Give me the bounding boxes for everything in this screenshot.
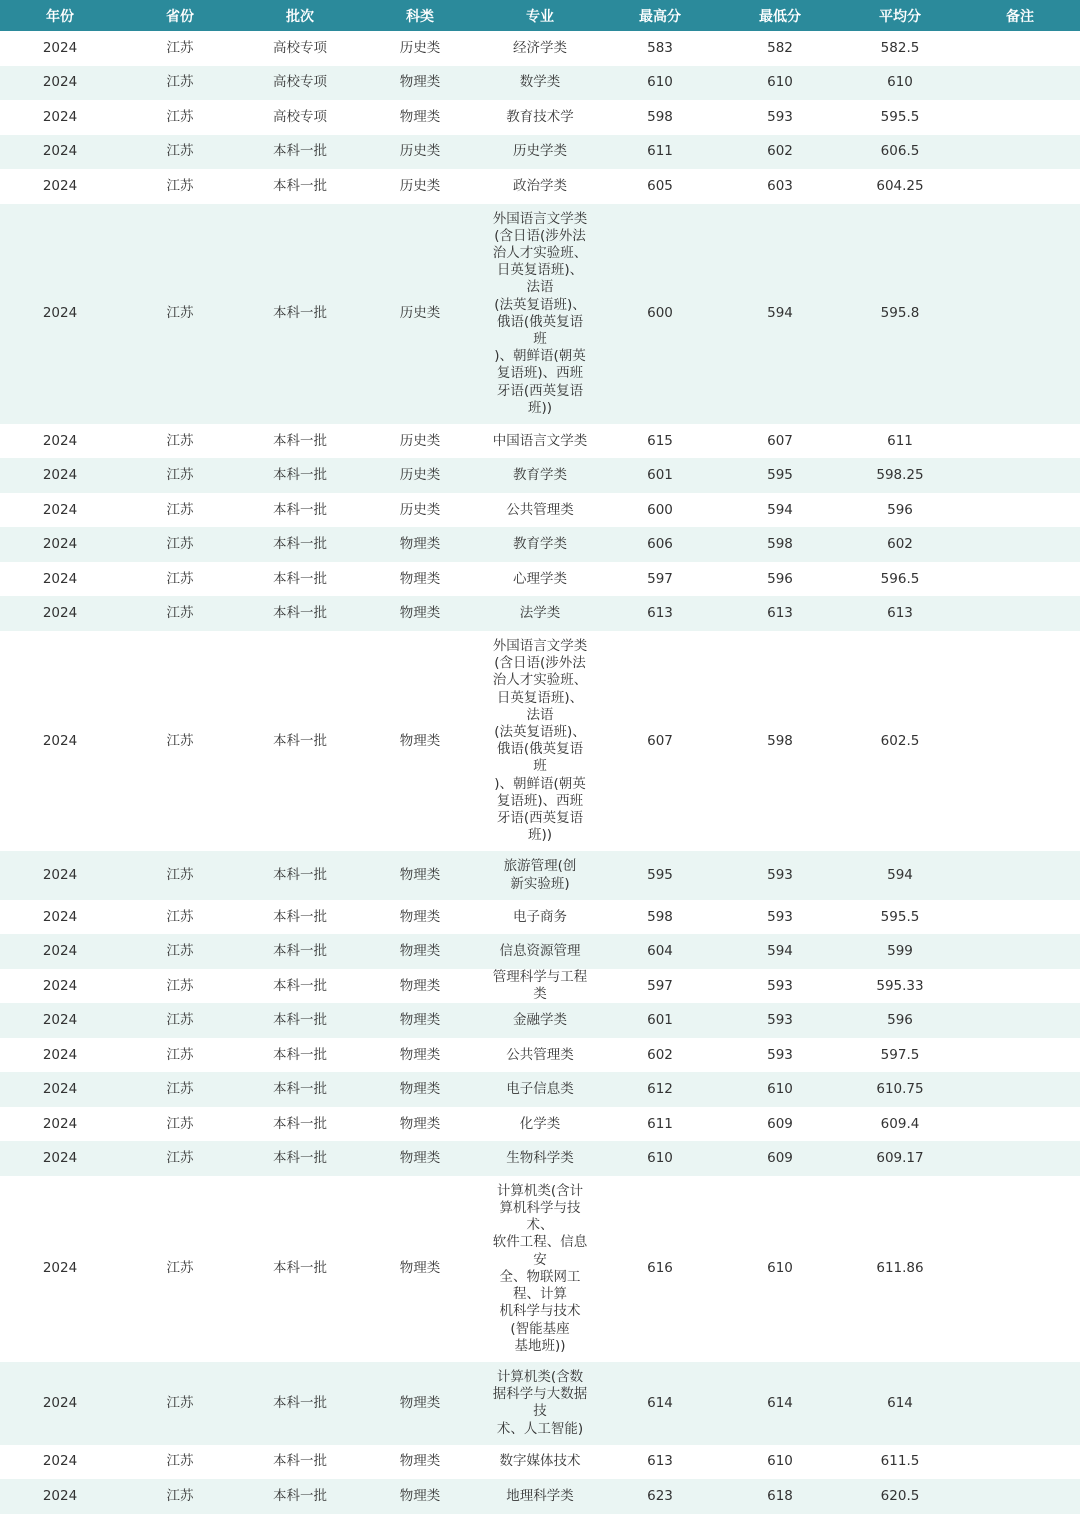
- min-score-cell: 594: [720, 934, 840, 969]
- year-cell: 2024: [0, 1176, 120, 1362]
- year-cell: 2024: [0, 493, 120, 528]
- year-cell: 2024: [0, 424, 120, 459]
- min-score-cell: 609: [720, 1141, 840, 1176]
- avg-score-cell: 602.5: [840, 631, 960, 851]
- avg-score-cell: 613: [840, 596, 960, 631]
- remarks-cell: [960, 1445, 1080, 1480]
- major-cell: 生物科学类: [480, 1141, 600, 1176]
- remarks-cell: [960, 1141, 1080, 1176]
- major-cell: 教育学类: [480, 458, 600, 493]
- major-line: 机科学与技术(智能基座: [499, 1303, 581, 1337]
- year-cell: 2024: [0, 631, 120, 851]
- avg-score-cell: 595.5: [840, 900, 960, 935]
- major-cell: 中国语言文学类: [480, 424, 600, 459]
- major-line: 旅游管理(创: [503, 858, 577, 875]
- min-score-cell: 598: [720, 631, 840, 851]
- batch-cell: 本科一批: [240, 851, 360, 900]
- major-cell: 心理学类: [480, 562, 600, 597]
- year-cell: 2024: [0, 1072, 120, 1107]
- province-cell: 江苏: [120, 66, 240, 101]
- header-remarks: 备注: [960, 0, 1080, 31]
- year-cell: 2024: [0, 66, 120, 101]
- year-cell: 2024: [0, 458, 120, 493]
- remarks-cell: [960, 31, 1080, 66]
- subject-category-cell: 物理类: [360, 66, 480, 101]
- province-cell: 江苏: [120, 135, 240, 170]
- province-cell: 江苏: [120, 1176, 240, 1362]
- major-line: 计算机类(含计: [496, 1182, 584, 1199]
- remarks-cell: [960, 900, 1080, 935]
- major-cell: 信息资源管理: [480, 934, 600, 969]
- header-province: 省份: [120, 0, 240, 31]
- avg-score-cell: 611: [840, 424, 960, 459]
- remarks-cell: [960, 969, 1080, 1004]
- major-line: )、朝鲜语(朝英: [494, 775, 586, 792]
- min-score-cell: 582: [720, 31, 840, 66]
- major-cell: 政治学类: [480, 169, 600, 204]
- max-score-cell: 604: [600, 934, 720, 969]
- table-row: [0, 1445, 1080, 1480]
- max-score-cell: 607: [600, 631, 720, 851]
- table-row: [0, 1479, 1080, 1514]
- province-cell: 江苏: [120, 934, 240, 969]
- subject-category-cell: 物理类: [360, 1479, 480, 1514]
- avg-score-cell: 595.5: [840, 100, 960, 135]
- province-cell: 江苏: [120, 969, 240, 1004]
- min-score-cell: 610: [720, 1176, 840, 1362]
- subject-category-cell: 历史类: [360, 458, 480, 493]
- province-cell: 江苏: [120, 527, 240, 562]
- avg-score-cell: 598.25: [840, 458, 960, 493]
- avg-score-cell: 611.5: [840, 1445, 960, 1480]
- max-score-cell: 613: [600, 1445, 720, 1480]
- min-score-cell: 593: [720, 851, 840, 900]
- batch-cell: 本科一批: [240, 596, 360, 631]
- batch-cell: 本科一批: [240, 1107, 360, 1142]
- year-cell: 2024: [0, 969, 120, 1004]
- subject-category-cell: 历史类: [360, 31, 480, 66]
- major-cell: 历史学类: [480, 135, 600, 170]
- major-cell: 经济学类: [480, 31, 600, 66]
- province-cell: 江苏: [120, 900, 240, 935]
- avg-score-cell: 596: [840, 1003, 960, 1038]
- min-score-cell: 610: [720, 1445, 840, 1480]
- province-cell: 江苏: [120, 458, 240, 493]
- major-line: (含日语(涉外法: [494, 655, 586, 672]
- year-cell: 2024: [0, 31, 120, 66]
- major-line: 外国语言文学类: [492, 637, 588, 654]
- subject-category-cell: 物理类: [360, 1141, 480, 1176]
- remarks-cell: [960, 1038, 1080, 1073]
- table-row: [0, 969, 1080, 1004]
- batch-cell: 本科一批: [240, 631, 360, 851]
- major-cell: 法学类: [480, 596, 600, 631]
- major-cell: 数字媒体技术: [480, 1445, 600, 1480]
- major-line: 俄语(俄英复语班: [496, 313, 584, 347]
- remarks-cell: [960, 1072, 1080, 1107]
- remarks-cell: [960, 934, 1080, 969]
- avg-score-cell: 620.5: [840, 1479, 960, 1514]
- batch-cell: 本科一批: [240, 169, 360, 204]
- year-cell: 2024: [0, 1038, 120, 1073]
- max-score-cell: 613: [600, 596, 720, 631]
- subject-category-cell: 物理类: [360, 851, 480, 900]
- remarks-cell: [960, 1176, 1080, 1362]
- major-line: )、朝鲜语(朝英: [494, 348, 586, 365]
- header-avg-score: 平均分: [840, 0, 960, 31]
- max-score-cell: 610: [600, 66, 720, 101]
- table-row: [0, 169, 1080, 204]
- remarks-cell: [960, 527, 1080, 562]
- min-score-cell: 593: [720, 1003, 840, 1038]
- avg-score-cell: 609.4: [840, 1107, 960, 1142]
- min-score-cell: 603: [720, 169, 840, 204]
- major-line: 俄语(俄英复语班: [496, 741, 584, 775]
- batch-cell: 本科一批: [240, 1072, 360, 1107]
- min-score-cell: 610: [720, 66, 840, 101]
- batch-cell: 本科一批: [240, 204, 360, 424]
- min-score-cell: 596: [720, 562, 840, 597]
- province-cell: 江苏: [120, 1038, 240, 1073]
- major-line: 外国语言文学类: [492, 210, 588, 227]
- min-score-cell: 593: [720, 969, 840, 1004]
- major-cell: [480, 1362, 600, 1445]
- max-score-cell: 595: [600, 851, 720, 900]
- avg-score-cell: 606.5: [840, 135, 960, 170]
- max-score-cell: 605: [600, 169, 720, 204]
- batch-cell: 本科一批: [240, 1445, 360, 1480]
- batch-cell: 高校专项: [240, 31, 360, 66]
- year-cell: 2024: [0, 135, 120, 170]
- major-cell: 电子信息类: [480, 1072, 600, 1107]
- header-subject-category: 科类: [360, 0, 480, 31]
- province-cell: 江苏: [120, 424, 240, 459]
- max-score-cell: 615: [600, 424, 720, 459]
- province-cell: 江苏: [120, 851, 240, 900]
- max-score-cell: 600: [600, 204, 720, 424]
- min-score-cell: 610: [720, 1072, 840, 1107]
- major-cell: 公共管理类: [480, 1038, 600, 1073]
- min-score-cell: 609: [720, 1107, 840, 1142]
- max-score-cell: 597: [600, 562, 720, 597]
- major-line: 日英复语班)、法语: [496, 689, 584, 723]
- header-max-score: 最高分: [600, 0, 720, 31]
- province-cell: 江苏: [120, 204, 240, 424]
- batch-cell: 本科一批: [240, 527, 360, 562]
- remarks-cell: [960, 204, 1080, 424]
- remarks-cell: [960, 1362, 1080, 1445]
- major-cell: 金融学类: [480, 1003, 600, 1038]
- year-cell: 2024: [0, 169, 120, 204]
- subject-category-cell: 物理类: [360, 596, 480, 631]
- table-row: [0, 527, 1080, 562]
- province-cell: 江苏: [120, 1003, 240, 1038]
- table-row: [0, 204, 1080, 424]
- major-cell: 教育技术学: [480, 100, 600, 135]
- avg-score-cell: 595.8: [840, 204, 960, 424]
- min-score-cell: 618: [720, 1479, 840, 1514]
- province-cell: 江苏: [120, 562, 240, 597]
- remarks-cell: [960, 562, 1080, 597]
- major-cell: 化学类: [480, 1107, 600, 1142]
- batch-cell: 本科一批: [240, 934, 360, 969]
- major-cell: 管理科学与工程类: [480, 969, 600, 1004]
- table-row: [0, 100, 1080, 135]
- year-cell: 2024: [0, 1003, 120, 1038]
- avg-score-cell: 610.75: [840, 1072, 960, 1107]
- max-score-cell: 598: [600, 900, 720, 935]
- province-cell: 江苏: [120, 1362, 240, 1445]
- avg-score-cell: 599: [840, 934, 960, 969]
- major-line: 日英复语班)、法语: [496, 262, 584, 296]
- min-score-cell: 593: [720, 900, 840, 935]
- avg-score-cell: 604.25: [840, 169, 960, 204]
- min-score-cell: 594: [720, 493, 840, 528]
- remarks-cell: [960, 169, 1080, 204]
- major-cell: 电子商务: [480, 900, 600, 935]
- major-cell: [480, 204, 600, 424]
- subject-category-cell: 物理类: [360, 934, 480, 969]
- province-cell: 江苏: [120, 31, 240, 66]
- remarks-cell: [960, 424, 1080, 459]
- max-score-cell: 598: [600, 100, 720, 135]
- avg-score-cell: 614: [840, 1362, 960, 1445]
- max-score-cell: 601: [600, 458, 720, 493]
- batch-cell: 本科一批: [240, 1038, 360, 1073]
- major-line: 复语班)、西班牙语(西英复语班)): [496, 365, 584, 416]
- remarks-cell: [960, 631, 1080, 851]
- table-row: [0, 631, 1080, 851]
- table-row: [0, 66, 1080, 101]
- table-row: [0, 1038, 1080, 1073]
- subject-category-cell: 物理类: [360, 969, 480, 1004]
- avg-score-cell: 610: [840, 66, 960, 101]
- year-cell: 2024: [0, 562, 120, 597]
- min-score-cell: 607: [720, 424, 840, 459]
- batch-cell: 本科一批: [240, 562, 360, 597]
- table-row: [0, 851, 1080, 900]
- batch-cell: 本科一批: [240, 424, 360, 459]
- major-cell: [480, 851, 600, 900]
- table-row: [0, 596, 1080, 631]
- province-cell: 江苏: [120, 1072, 240, 1107]
- major-line: 据科学与大数据技: [492, 1386, 588, 1420]
- subject-category-cell: 物理类: [360, 1038, 480, 1073]
- major-line: (法英复语班)、: [494, 296, 586, 313]
- avg-score-cell: 594: [840, 851, 960, 900]
- major-cell: [480, 631, 600, 851]
- table-row: [0, 562, 1080, 597]
- min-score-cell: 613: [720, 596, 840, 631]
- table-row: [0, 135, 1080, 170]
- major-line: 术、人工智能): [496, 1420, 584, 1437]
- province-cell: 江苏: [120, 169, 240, 204]
- subject-category-cell: 历史类: [360, 493, 480, 528]
- year-cell: 2024: [0, 1107, 120, 1142]
- remarks-cell: [960, 493, 1080, 528]
- table-row: [0, 1141, 1080, 1176]
- max-score-cell: 602: [600, 1038, 720, 1073]
- batch-cell: 本科一批: [240, 493, 360, 528]
- major-line: 计算机类(含数: [496, 1368, 584, 1385]
- table-row: [0, 493, 1080, 528]
- subject-category-cell: 物理类: [360, 562, 480, 597]
- header-row: [0, 0, 1080, 31]
- max-score-cell: 623: [600, 1479, 720, 1514]
- max-score-cell: 611: [600, 135, 720, 170]
- max-score-cell: 612: [600, 1072, 720, 1107]
- province-cell: 江苏: [120, 1479, 240, 1514]
- remarks-cell: [960, 1107, 1080, 1142]
- batch-cell: 本科一批: [240, 1003, 360, 1038]
- min-score-cell: 602: [720, 135, 840, 170]
- major-line: 全、物联网工程、计算: [499, 1268, 581, 1303]
- province-cell: 江苏: [120, 493, 240, 528]
- header-batch: 批次: [240, 0, 360, 31]
- batch-cell: 高校专项: [240, 66, 360, 101]
- major-line: 算机科学与技术、: [499, 1200, 581, 1234]
- min-score-cell: 598: [720, 527, 840, 562]
- province-cell: 江苏: [120, 1141, 240, 1176]
- subject-category-cell: 历史类: [360, 424, 480, 459]
- remarks-cell: [960, 596, 1080, 631]
- major-line: 基地班)): [514, 1337, 566, 1354]
- min-score-cell: 593: [720, 1038, 840, 1073]
- table-row: [0, 1003, 1080, 1038]
- year-cell: 2024: [0, 1479, 120, 1514]
- table-header: [0, 0, 1080, 31]
- table-row: [0, 31, 1080, 66]
- max-score-cell: 614: [600, 1362, 720, 1445]
- batch-cell: 本科一批: [240, 1479, 360, 1514]
- major-cell: 公共管理类: [480, 493, 600, 528]
- min-score-cell: 594: [720, 204, 840, 424]
- year-cell: 2024: [0, 1141, 120, 1176]
- year-cell: 2024: [0, 851, 120, 900]
- year-cell: 2024: [0, 204, 120, 424]
- subject-category-cell: 物理类: [360, 631, 480, 851]
- province-cell: 江苏: [120, 100, 240, 135]
- subject-category-cell: 物理类: [360, 1107, 480, 1142]
- min-score-cell: 593: [720, 100, 840, 135]
- subject-category-cell: 物理类: [360, 900, 480, 935]
- batch-cell: 本科一批: [240, 135, 360, 170]
- major-cell: 地理科学类: [480, 1479, 600, 1514]
- avg-score-cell: 595.33: [840, 969, 960, 1004]
- subject-category-cell: 历史类: [360, 135, 480, 170]
- year-cell: 2024: [0, 1445, 120, 1480]
- year-cell: 2024: [0, 596, 120, 631]
- avg-score-cell: 597.5: [840, 1038, 960, 1073]
- table-row: [0, 934, 1080, 969]
- table-row: [0, 1072, 1080, 1107]
- table-row: [0, 1107, 1080, 1142]
- avg-score-cell: 611.86: [840, 1176, 960, 1362]
- avg-score-cell: 596.5: [840, 562, 960, 597]
- remarks-cell: [960, 1479, 1080, 1514]
- batch-cell: 本科一批: [240, 1141, 360, 1176]
- year-cell: 2024: [0, 934, 120, 969]
- avg-score-cell: 582.5: [840, 31, 960, 66]
- remarks-cell: [960, 100, 1080, 135]
- major-line: 治人才实验班、: [492, 244, 588, 261]
- major-line: 新实验班): [510, 875, 570, 892]
- major-line: 治人才实验班、: [492, 672, 588, 689]
- province-cell: 江苏: [120, 596, 240, 631]
- table-row: [0, 1362, 1080, 1445]
- min-score-cell: 614: [720, 1362, 840, 1445]
- major-line: 软件工程、信息安: [492, 1234, 588, 1268]
- subject-category-cell: 物理类: [360, 1176, 480, 1362]
- batch-cell: 高校专项: [240, 100, 360, 135]
- table-body: [0, 31, 1080, 1514]
- batch-cell: 本科一批: [240, 900, 360, 935]
- remarks-cell: [960, 851, 1080, 900]
- max-score-cell: 606: [600, 527, 720, 562]
- header-min-score: 最低分: [720, 0, 840, 31]
- subject-category-cell: 历史类: [360, 204, 480, 424]
- subject-category-cell: 物理类: [360, 1003, 480, 1038]
- table-row: [0, 424, 1080, 459]
- subject-category-cell: 历史类: [360, 169, 480, 204]
- major-line: 复语班)、西班牙语(西英复语班)): [496, 792, 584, 844]
- header-year: 年份: [0, 0, 120, 31]
- major-cell: 数学类: [480, 66, 600, 101]
- subject-category-cell: 物理类: [360, 1445, 480, 1480]
- major-cell: 教育学类: [480, 527, 600, 562]
- batch-cell: 本科一批: [240, 1176, 360, 1362]
- max-score-cell: 583: [600, 31, 720, 66]
- header-major: 专业: [480, 0, 600, 31]
- subject-category-cell: 物理类: [360, 100, 480, 135]
- subject-category-cell: 物理类: [360, 527, 480, 562]
- year-cell: 2024: [0, 900, 120, 935]
- year-cell: 2024: [0, 527, 120, 562]
- major-line: (含日语(涉外法: [494, 227, 586, 244]
- max-score-cell: 597: [600, 969, 720, 1004]
- remarks-cell: [960, 1003, 1080, 1038]
- avg-score-cell: 602: [840, 527, 960, 562]
- max-score-cell: 601: [600, 1003, 720, 1038]
- subject-category-cell: 物理类: [360, 1362, 480, 1445]
- remarks-cell: [960, 458, 1080, 493]
- max-score-cell: 610: [600, 1141, 720, 1176]
- avg-score-cell: 596: [840, 493, 960, 528]
- year-cell: 2024: [0, 1362, 120, 1445]
- remarks-cell: [960, 66, 1080, 101]
- avg-score-cell: 609.17: [840, 1141, 960, 1176]
- table-row: [0, 900, 1080, 935]
- max-score-cell: 611: [600, 1107, 720, 1142]
- batch-cell: 本科一批: [240, 1362, 360, 1445]
- major-cell: [480, 1176, 600, 1362]
- table-row: [0, 1176, 1080, 1362]
- remarks-cell: [960, 135, 1080, 170]
- year-cell: 2024: [0, 100, 120, 135]
- batch-cell: 本科一批: [240, 458, 360, 493]
- province-cell: 江苏: [120, 1445, 240, 1480]
- min-score-cell: 595: [720, 458, 840, 493]
- batch-cell: 本科一批: [240, 969, 360, 1004]
- table-row: [0, 458, 1080, 493]
- major-line: (法英复语班)、: [494, 723, 586, 740]
- subject-category-cell: 物理类: [360, 1072, 480, 1107]
- province-cell: 江苏: [120, 1107, 240, 1142]
- max-score-cell: 616: [600, 1176, 720, 1362]
- province-cell: 江苏: [120, 631, 240, 851]
- max-score-cell: 600: [600, 493, 720, 528]
